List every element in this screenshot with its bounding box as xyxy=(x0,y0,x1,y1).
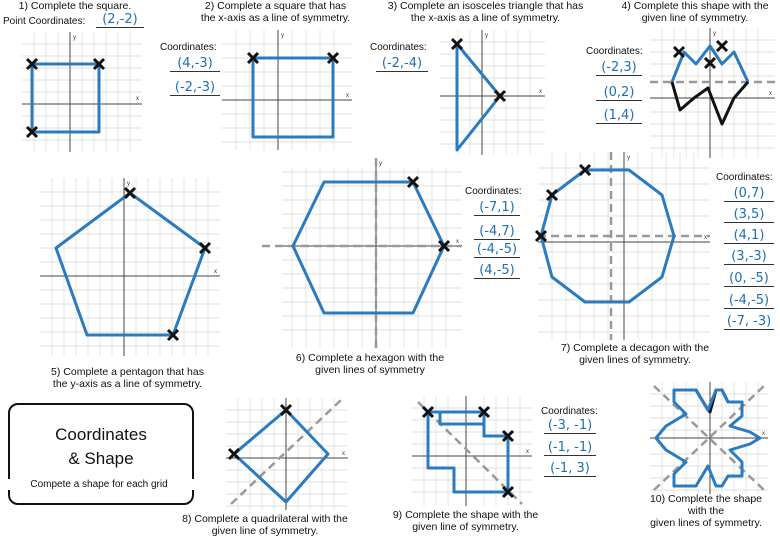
q2-answer-2: (-2,-3) xyxy=(170,80,220,96)
q8-grid xyxy=(226,398,348,510)
q5-marker-1 xyxy=(125,188,135,198)
q2-x-axis-label: x xyxy=(346,93,349,99)
q3-answer: (-2,-4) xyxy=(376,56,428,72)
q4-x-axis-label: x xyxy=(769,91,772,97)
q4-instruction-line2: given line of symmetry. xyxy=(641,12,749,24)
q7-coordinates-label: Coordinates: xyxy=(716,172,773,183)
q9-shape-inner xyxy=(428,412,484,424)
q7-answer-5: (0, -5) xyxy=(724,271,774,287)
q5-gridlines xyxy=(40,178,220,356)
q6-instruction-line1: 6) Complete a hexagon with the xyxy=(295,352,445,364)
q10-x-axis-label: x xyxy=(762,431,765,437)
q1-point-coordinates-label: Point Coordinates: xyxy=(3,16,86,27)
q7-answer-3: (4,1) xyxy=(724,228,774,244)
q9-grid xyxy=(412,396,532,506)
q1-y-axis-label: y xyxy=(73,35,76,41)
q3-instruction-line1: 3) Complete an isosceles triangle that has xyxy=(387,0,584,12)
q4-answer-1: (-2,3) xyxy=(596,60,642,76)
q6-grid xyxy=(262,158,462,348)
q1-answer: (2,-2) xyxy=(96,12,144,28)
q2-y-axis-label: y xyxy=(281,33,284,39)
q2-instruction-line1: 2) Complete a square that has xyxy=(204,0,347,12)
q4-coordinates-label: Coordinates: xyxy=(586,46,643,57)
q10-instruction-line1: 10) Complete the shape xyxy=(649,493,763,505)
q1-instruction: 1) Complete the square. xyxy=(18,0,132,12)
q10-grid xyxy=(650,382,768,494)
q3-grid xyxy=(440,30,545,155)
q3-coordinates-label: Coordinates: xyxy=(370,42,427,53)
q1-x-axis-label: x xyxy=(136,96,139,102)
q1-gridlines xyxy=(22,32,142,152)
q8-gridlines xyxy=(226,398,348,510)
q4-instruction-line1: 4) Complete this shape with the xyxy=(621,0,769,12)
q5-x-axis-label: x xyxy=(214,269,217,275)
q7-answer-6: (-4,-5) xyxy=(724,293,774,309)
q5-grid xyxy=(40,178,220,356)
q6-answer-4: (4,-5) xyxy=(474,263,520,279)
q7-answer-2: (3,5) xyxy=(724,207,774,223)
q8-instruction-line1: 8) Complete a quadrilateral with the xyxy=(182,513,348,525)
title-card xyxy=(8,403,194,505)
q2-answer-1: (4,-3) xyxy=(170,56,220,72)
q6-answer-1: (-7,1) xyxy=(474,200,520,216)
q8-x-axis-label: x xyxy=(342,451,345,457)
q6-x-axis-label: x xyxy=(456,239,459,245)
q5-pentagon xyxy=(56,193,205,335)
q9-answer-3: (-1, 3) xyxy=(544,461,596,477)
q7-answer-1: (0,7) xyxy=(724,186,774,202)
q9-answer-1: (-3, -1) xyxy=(544,418,596,434)
q7-y-axis-label: y xyxy=(627,155,630,161)
q3-instruction-line2: the x-axis as a line of symmetry. xyxy=(410,12,561,24)
q7-instruction-line2: given lines of symmetry. xyxy=(579,354,691,366)
q10-instruction-line3: given lines of symmetry. xyxy=(650,517,762,529)
q7-grid xyxy=(538,152,710,340)
q4-grid xyxy=(650,28,775,158)
title-line2: & Shape xyxy=(68,449,134,468)
q7-answer-4: (3,-3) xyxy=(724,249,774,265)
q6-y-axis-label: y xyxy=(379,161,382,167)
q2-instruction-line2: the x-axis as a line of symmetry. xyxy=(200,12,351,24)
q6-answer-2: (-4,7) xyxy=(474,224,520,240)
q5-instruction-line2: the y-axis as a line of symmetry. xyxy=(52,378,203,390)
title-subtitle: Compete a shape for each grid xyxy=(4,479,194,490)
q4-y-axis-label: y xyxy=(713,31,716,37)
q1-grid xyxy=(22,32,142,152)
q9-answer-2: (-1, -1) xyxy=(544,440,596,456)
q6-hexagon xyxy=(293,182,444,313)
q5-instruction-line1: 5) Complete a pentagon that has xyxy=(51,366,204,378)
q4-answer-2: (0,2) xyxy=(596,85,642,101)
q7-instruction-line1: 7) Complete a decagon with the xyxy=(560,342,710,354)
q9-coordinates-label: Coordinates: xyxy=(541,406,598,417)
q3-shape xyxy=(457,44,500,150)
q2-grid xyxy=(222,30,352,150)
q2-shape xyxy=(253,58,333,137)
q2-coordinates-label: Coordinates: xyxy=(160,42,217,53)
q3-x-axis-label: x xyxy=(539,89,542,95)
q6-gridlines xyxy=(282,168,462,348)
q5-y-axis-label: y xyxy=(127,181,130,187)
q9-instruction-line1: 9) Complete the shape with the xyxy=(392,509,539,521)
q6-coordinates-label: Coordinates: xyxy=(465,186,522,197)
q6-instruction-line2: given lines of symmetry xyxy=(315,364,425,376)
q9-instruction-line2: given line of symmetry. xyxy=(412,521,519,533)
q7-x-axis-label: x xyxy=(704,235,707,241)
q9-x-axis-label: x xyxy=(526,449,529,455)
title-line1: Coordinates xyxy=(55,425,147,444)
q7-answer-7: (-7, -3) xyxy=(724,314,774,330)
q8-instruction-line2: given line of symmetry. xyxy=(211,525,319,537)
q4-answer-3: (1,4) xyxy=(596,108,642,124)
q6-answer-3: (-4,-5) xyxy=(474,242,520,258)
q3-y-axis-label: y xyxy=(485,33,488,39)
q10-instruction-line2: with the xyxy=(687,505,725,517)
q1-shape xyxy=(32,64,99,132)
